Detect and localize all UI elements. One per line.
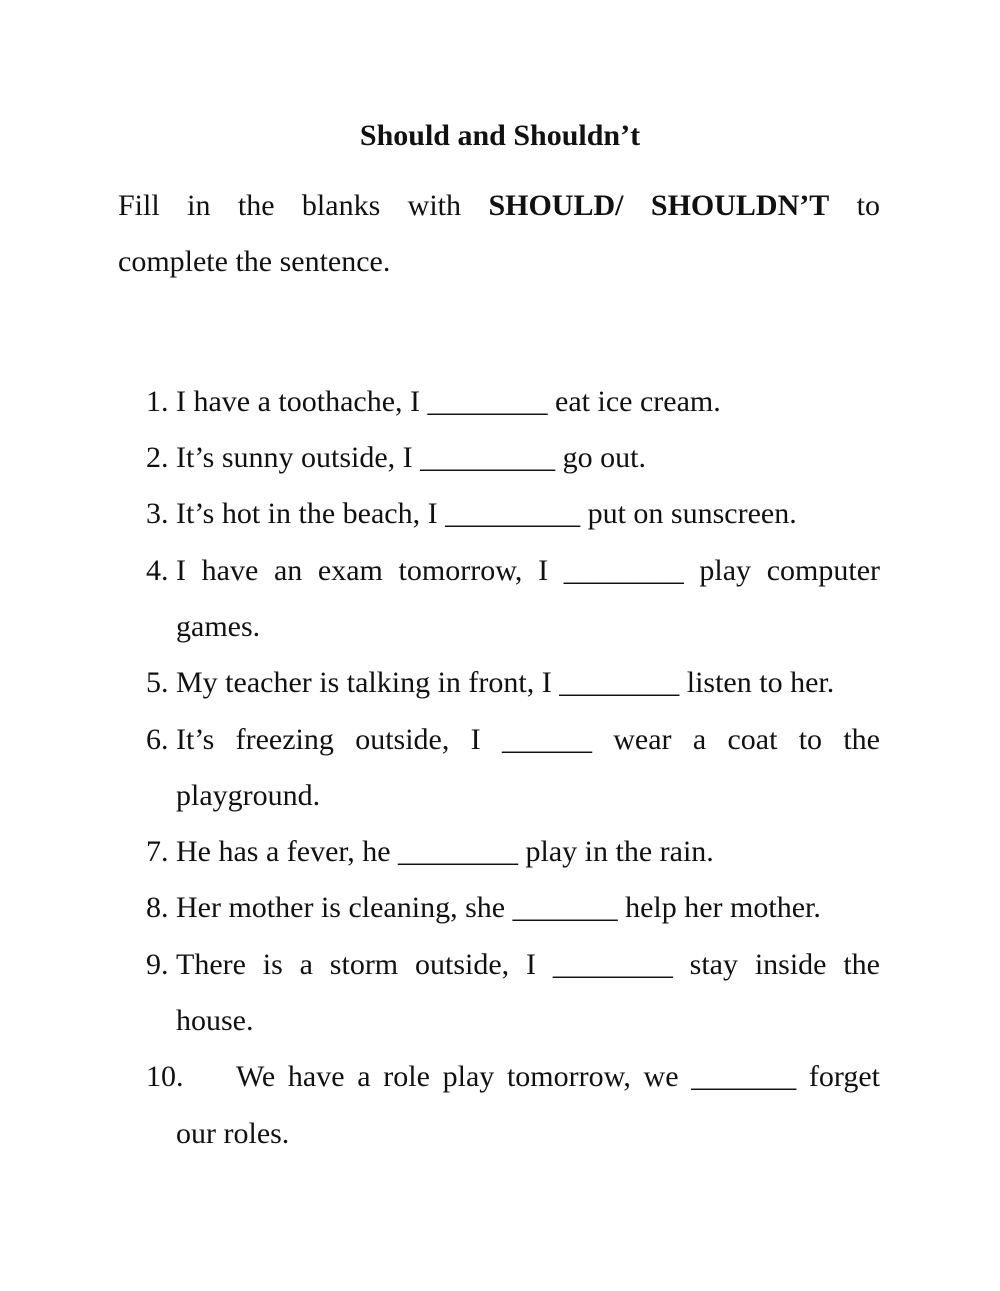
item-sentence: He has a fever, he ________ play in the rain. [176, 835, 714, 868]
item-number: 1. [146, 385, 169, 418]
item-sentence-continuation: games. [176, 610, 261, 643]
worksheet-title: Should and Shouldn’t [359, 119, 641, 152]
instructions-keywords: SHOULD/ SHOULDN’T [488, 189, 830, 222]
item-sentence: I have a toothache, I ________ eat ice cream. [176, 385, 721, 418]
item-number: 10. [146, 1060, 184, 1093]
item-number: 8. [146, 891, 169, 924]
instructions-line-2: complete the sentence. [118, 245, 391, 278]
item-number: 2. [146, 441, 169, 474]
item-sentence: My teacher is talking in front, I ________ listen to her. [176, 666, 835, 699]
item-sentence: I have an exam tomorrow, I ________ play computer [176, 554, 880, 587]
item-sentence: We have a role play tomorrow, we _______ forget [236, 1060, 880, 1093]
item-sentence: It’s sunny outside, I _________ go out. [176, 441, 646, 474]
item-sentence: It’s hot in the beach, I _________ put on sunscreen. [176, 497, 797, 530]
item-number: 6. [146, 723, 169, 756]
item-number: 5. [146, 666, 169, 699]
instructions-text: Fill in the blanks with [118, 189, 489, 222]
instructions-line-1 [118, 186, 880, 226]
item-number: 4. [146, 554, 169, 587]
item-sentence: It’s freezing outside, I ______ wear a coat to the [176, 723, 880, 756]
instructions-text-end: to [829, 189, 881, 222]
item-number: 3. [146, 497, 169, 530]
item-number: 9. [146, 948, 169, 981]
item-sentence: There is a storm outside, I ________ stay inside the [176, 948, 880, 981]
item-number: 7. [146, 835, 169, 868]
item-sentence-continuation: house. [176, 1004, 254, 1037]
item-sentence-continuation: our roles. [176, 1117, 290, 1150]
item-sentence-continuation: playground. [176, 779, 321, 812]
item-sentence: Her mother is cleaning, she _______ help her mother. [176, 891, 821, 924]
